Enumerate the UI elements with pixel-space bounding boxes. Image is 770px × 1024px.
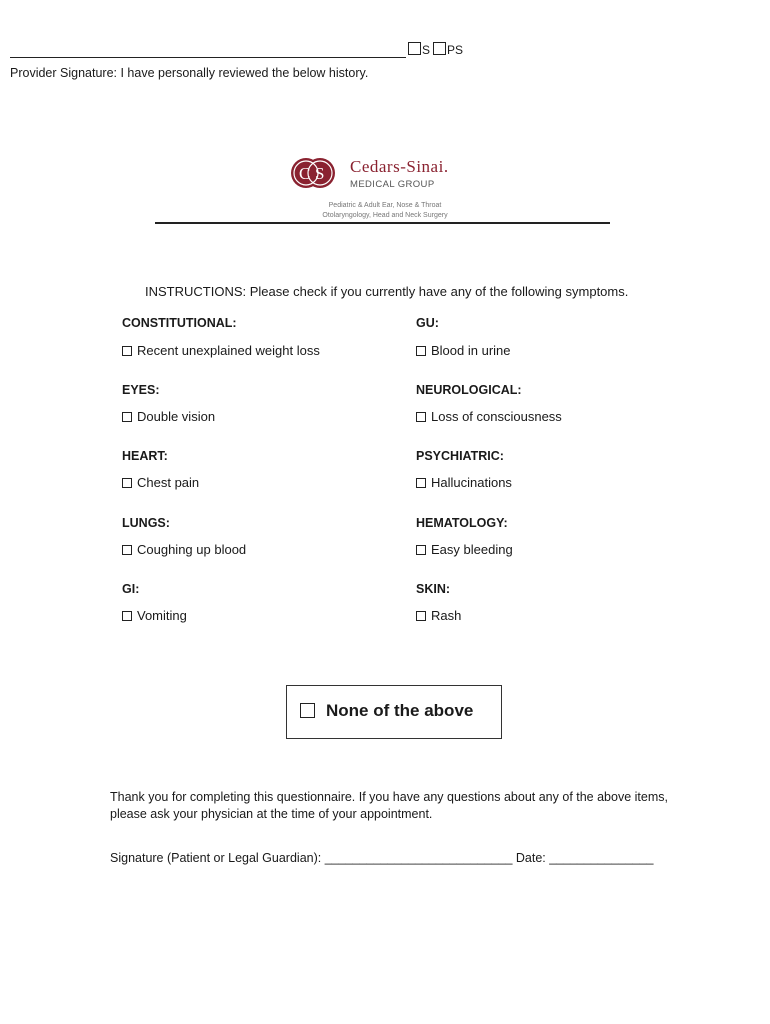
symptom-item-blood-in-urine[interactable]: Blood in urine <box>416 343 511 358</box>
svg-text:S: S <box>315 164 325 183</box>
checkbox[interactable] <box>122 412 132 422</box>
checkbox[interactable] <box>416 478 426 488</box>
checkbox[interactable] <box>416 611 426 621</box>
checkbox[interactable] <box>122 478 132 488</box>
patient-signature-line[interactable]: Signature (Patient or Legal Guardian): ___________________________ Date: _______________ <box>110 851 654 865</box>
checkbox[interactable] <box>122 611 132 621</box>
instructions-text: INSTRUCTIONS: Please check if you currently have any of the following symptoms. <box>145 284 629 299</box>
option-s-checkbox[interactable] <box>408 42 421 55</box>
checkbox[interactable] <box>122 346 132 356</box>
section-heading-eyes: EYES: <box>122 383 160 397</box>
header-divider <box>155 222 610 224</box>
section-heading-lungs: LUNGS: <box>122 516 170 530</box>
option-ps-checkbox[interactable] <box>433 42 446 55</box>
cedars-sinai-logo-icon <box>290 156 336 190</box>
provider-signature-line[interactable] <box>10 56 406 58</box>
option-ps-label: PS <box>447 43 464 57</box>
option-s-label: S <box>422 43 431 57</box>
symptom-item-rash[interactable]: Rash <box>416 608 461 623</box>
checkbox[interactable] <box>122 545 132 555</box>
section-heading-heart: HEART: <box>122 449 168 463</box>
symptom-item-loss-of-consciousness[interactable]: Loss of consciousness <box>416 409 562 424</box>
provider-statement: Provider Signature: I have personally reviewed the below history. <box>10 66 369 80</box>
none-of-the-above-checkbox[interactable] <box>300 703 315 718</box>
logo-tagline-2: Otolaryngology, Head and Neck Surgery <box>322 212 448 219</box>
section-heading-skin: SKIN: <box>416 582 451 596</box>
section-heading-hematology: HEMATOLOGY: <box>416 516 508 530</box>
symptom-item-vomiting[interactable]: Vomiting <box>122 608 187 623</box>
provider-credential-options <box>408 42 466 57</box>
checkbox[interactable] <box>416 412 426 422</box>
symptom-item-double-vision[interactable]: Double vision <box>122 409 215 424</box>
section-heading-gu: GU: <box>416 316 439 330</box>
symptom-item-easy-bleeding[interactable]: Easy bleeding <box>416 542 513 557</box>
section-heading-psychiatric: PSYCHIATRIC: <box>416 449 504 463</box>
logo-brand-name: Cedars-Sinai. <box>350 157 449 176</box>
thank-you-text: Thank you for completing this questionnaire. If you have any questions about any of the above items, please ask your physician at the time of your appointment. <box>110 790 668 821</box>
symptom-item-coughing-blood[interactable]: Coughing up blood <box>122 542 246 557</box>
symptom-item-weight-loss[interactable]: Recent unexplained weight loss <box>122 343 320 358</box>
none-of-the-above-label: None of the above <box>326 701 474 720</box>
section-heading-constitutional: CONSTITUTIONAL: <box>122 316 237 330</box>
svg-text:C: C <box>299 164 311 183</box>
logo-brand-group: MEDICAL GROUP <box>350 179 435 190</box>
checkbox[interactable] <box>416 346 426 356</box>
symptom-item-hallucinations[interactable]: Hallucinations <box>416 475 512 490</box>
symptom-item-chest-pain[interactable]: Chest pain <box>122 475 199 490</box>
section-heading-gi: GI: <box>122 582 140 596</box>
checkbox[interactable] <box>416 545 426 555</box>
section-heading-neurological: NEUROLOGICAL: <box>416 383 522 397</box>
logo-tagline-1: Pediatric & Adult Ear, Nose & Throat <box>328 202 442 209</box>
